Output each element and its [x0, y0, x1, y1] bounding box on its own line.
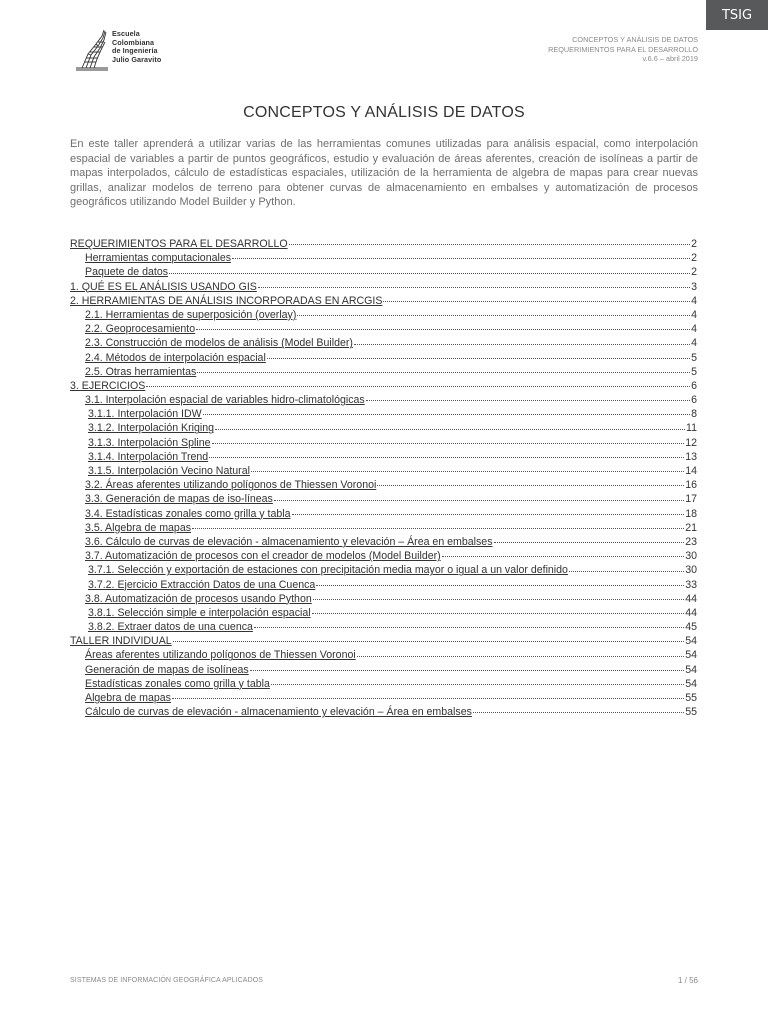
toc-entry-label[interactable]: 2.3. Construcción de modelos de análisis (Model Builder) [85, 337, 353, 350]
toc-entry-label[interactable]: 3.1. Interpolación espacial de variables hidro-climatológicas [85, 394, 365, 407]
toc-entry[interactable] [70, 421, 697, 435]
toc-entry-page[interactable]: 2 [691, 252, 697, 265]
toc-leader-dots [316, 585, 684, 586]
toc-entry-label[interactable]: 3.6. Cálculo de curvas de elevación - almacenamiento y elevación – Área en embalses [85, 535, 493, 548]
toc-entry-page[interactable]: 55 [685, 692, 697, 704]
toc-entry-label[interactable]: Herramientas computacionales [85, 252, 232, 265]
toc-entry-label[interactable]: 3.8. Automatización de procesos usando Python [85, 592, 312, 605]
toc-entry-label[interactable]: 3.1.2. Interpolación Kriging [88, 422, 215, 435]
toc-leader-dots [312, 613, 685, 614]
toc-leader-dots [313, 599, 684, 600]
toc-leader-dots [569, 571, 684, 572]
toc-entry-page[interactable]: 2 [691, 238, 697, 250]
toc-entry[interactable] [70, 351, 697, 365]
footer-course-name: SISTEMAS DE INFORMACIÓN GEOGRÁFICA APLICADOS [70, 977, 264, 984]
toc-leader-dots [494, 542, 685, 543]
toc-entry[interactable] [70, 578, 697, 592]
logo-line-1: Escuela [112, 29, 140, 38]
header-version: v.6.6 – abril 2019 [642, 54, 698, 63]
toc-entry[interactable] [70, 436, 697, 450]
toc-entry-page[interactable]: 54 [685, 649, 697, 662]
toc-entry-page[interactable]: 4 [691, 308, 697, 321]
toc-entry[interactable] [70, 280, 697, 294]
toc-entry-label[interactable]: 3.5. Algebra de mapas [85, 521, 192, 534]
toc-entry[interactable] [70, 492, 697, 506]
toc-entry-label[interactable]: 2.1. Herramientas de superposición (overlay) [85, 308, 297, 321]
toc-entry[interactable] [70, 507, 697, 521]
toc-entry-page[interactable]: 12 [685, 436, 697, 449]
toc-entry-page[interactable]: 14 [685, 465, 697, 477]
toc-leader-dots [357, 656, 684, 657]
toc-entry[interactable] [70, 705, 697, 719]
toc-entry-page[interactable]: 13 [685, 450, 697, 463]
toc-entry-label[interactable]: 1. QUÉ ES EL ANÁLISIS USANDO GIS [70, 280, 257, 293]
toc-entry-page[interactable]: 44 [685, 606, 697, 619]
toc-entry[interactable] [70, 393, 697, 407]
toc-entry[interactable] [70, 592, 697, 606]
toc-leader-dots [354, 344, 690, 345]
toc-leader-dots [442, 556, 685, 557]
toc-entry-page[interactable]: 3 [691, 280, 697, 293]
toc-entry[interactable] [70, 308, 697, 322]
toc-entry[interactable] [70, 294, 697, 308]
table-of-contents [70, 237, 697, 719]
toc-entry-page[interactable]: 55 [685, 706, 697, 719]
toc-entry-label[interactable]: Generación de mapas de isolíneas [85, 663, 249, 676]
toc-leader-dots [212, 443, 685, 444]
toc-entry-page[interactable]: 54 [685, 663, 697, 676]
toc-leader-dots [250, 670, 684, 671]
toc-entry-page[interactable]: 4 [691, 337, 697, 350]
toc-entry-page[interactable]: 18 [685, 507, 697, 520]
toc-leader-dots [146, 386, 690, 387]
footer-page-number: 1 / 56 [677, 976, 698, 985]
toc-entry-page[interactable]: 16 [685, 479, 697, 492]
toc-entry[interactable] [70, 563, 697, 577]
header-section: REQUERIMIENTOS PARA EL DESARROLLO [548, 44, 698, 54]
university-logo [74, 28, 204, 72]
toc-entry[interactable] [70, 251, 697, 265]
document-header [548, 35, 698, 64]
toc-entry-label[interactable]: 3.2. Áreas aferentes utilizando polígonos de Thiessen Voronoi [85, 479, 377, 492]
toc-leader-dots [192, 528, 684, 529]
toc-leader-dots [197, 372, 690, 373]
toc-entry[interactable] [70, 606, 697, 620]
logo-line-2: Colombiana [112, 37, 155, 47]
intro-paragraph: En este taller aprenderá a utilizar varias de las herramientas comunes utilizadas para análisis espacial, como interpolación espacial de variables a partir de puntos geográficos, estudio y evaluación de áreas aferentes, creación de isolíneas a partir de mapas interpolados, cálculo de estadísticas espaciales, utilización de la herramienta de algebra de mapas para crear nuevas grillas, analizar modelos de terreno para obtener curvas de almacenamiento en embalses y automatización de procesos geográficos utilizando Model Builder y Python. [70, 138, 698, 209]
toc-entry-page[interactable]: 45 [685, 621, 697, 634]
toc-entry-label[interactable]: 2.4. Métodos de interpolación espacial [85, 351, 266, 364]
toc-entry-label[interactable]: 3.1.3. Interpolación Spline [88, 436, 211, 449]
toc-leader-dots [203, 414, 690, 415]
toc-entry[interactable] [70, 365, 697, 379]
toc-entry[interactable] [70, 677, 697, 691]
toc-leader-dots [289, 244, 690, 245]
toc-entry[interactable] [70, 464, 697, 478]
toc-leader-dots [274, 500, 684, 501]
tsig-tab[interactable]: TSIG [706, 0, 768, 30]
toc-leader-dots [232, 258, 690, 259]
toc-entry-label[interactable]: 3.7.2. Ejercicio Extracción Datos de una Cuenca [88, 578, 316, 591]
toc-entry[interactable] [70, 620, 697, 634]
toc-leader-dots [209, 457, 684, 458]
logo-line-3: de Ingeniería [112, 46, 158, 56]
toc-entry-page[interactable]: 54 [685, 635, 697, 648]
toc-leader-dots [169, 273, 690, 274]
toc-leader-dots [267, 358, 690, 359]
toc-entry[interactable] [70, 237, 697, 251]
toc-entry-label[interactable]: 3.8.1. Selección simple e interpolación espacial [88, 606, 311, 619]
toc-entry-page[interactable]: 5 [691, 365, 697, 378]
toc-entry-label[interactable]: 3.1.4. Interpolación Trend [88, 450, 209, 463]
toc-entry[interactable] [70, 379, 697, 393]
toc-entry-label[interactable]: REQUERIMIENTOS PARA EL DESARROLLO [70, 238, 288, 250]
toc-entry[interactable] [70, 691, 697, 705]
toc-entry[interactable] [70, 336, 697, 350]
toc-entry[interactable] [70, 407, 697, 421]
toc-entry-label[interactable]: Áreas aferentes utilizando polígonos de Thiessen Voronoi [85, 649, 356, 662]
toc-entry-page[interactable]: 21 [685, 521, 697, 534]
toc-entry[interactable] [70, 663, 697, 677]
toc-entry-label[interactable]: 3.3. Generación de mapas de iso-líneas [85, 493, 273, 506]
toc-leader-dots [258, 287, 690, 288]
header-title: CONCEPTOS Y ANÁLISIS DE DATOS [572, 35, 698, 44]
toc-entry-label[interactable]: 2.5. Otras herramientas [85, 365, 197, 378]
toc-entry-page[interactable]: 30 [685, 564, 697, 577]
toc-entry[interactable] [70, 535, 697, 549]
toc-entry-page[interactable]: 4 [691, 323, 697, 336]
toc-leader-dots [254, 627, 684, 628]
toc-leader-dots [173, 641, 685, 642]
toc-entry-page[interactable]: 5 [691, 351, 697, 364]
toc-entry-label[interactable]: 3.1.5. Interpolación Vecino Natural [88, 465, 250, 477]
toc-entry-label[interactable]: 3.7. Automatización de procesos con el creador de modelos (Model Builder) [85, 550, 441, 563]
toc-entry-label[interactable]: 3.1.1. Interpolación IDW [88, 408, 202, 421]
toc-leader-dots [271, 684, 684, 685]
toc-entry-page[interactable]: 6 [691, 394, 697, 407]
toc-entry-label[interactable]: 3. EJERCICIOS [70, 379, 146, 392]
toc-entry[interactable] [70, 450, 697, 464]
toc-leader-dots [292, 514, 685, 515]
toc-leader-dots [383, 301, 690, 302]
toc-entry-page[interactable]: 4 [691, 294, 697, 307]
toc-leader-dots [473, 712, 684, 713]
toc-entry-label[interactable]: Cálculo de curvas de elevación - almacenamiento y elevación – Área en embalses [85, 706, 472, 719]
toc-entry-label[interactable]: Algebra de mapas [85, 692, 171, 704]
toc-entry-page[interactable]: 44 [685, 592, 697, 605]
page-title: CONCEPTOS Y ANÁLISIS DE DATOS [243, 104, 525, 121]
toc-entry-page[interactable]: 6 [691, 379, 697, 392]
logo-line-4: Julio Garavito [112, 54, 162, 64]
toc-entry-page[interactable]: 17 [685, 493, 697, 506]
toc-entry[interactable] [70, 648, 697, 662]
toc-entry-page[interactable]: 11 [686, 422, 697, 435]
toc-entry-page[interactable]: 2 [691, 266, 697, 279]
toc-entry[interactable] [70, 478, 697, 492]
toc-entry[interactable] [70, 634, 697, 648]
toc-entry[interactable] [70, 322, 697, 336]
toc-entry-label[interactable]: 3.4. Estadísticas zonales como grilla y tabla [85, 507, 291, 520]
toc-leader-dots [366, 400, 690, 401]
toc-entry-page[interactable]: 33 [685, 578, 697, 591]
toc-leader-dots [377, 485, 684, 486]
toc-entry-page[interactable]: 23 [685, 535, 697, 548]
toc-entry[interactable] [70, 265, 697, 279]
toc-entry[interactable] [70, 549, 697, 563]
toc-entry-label[interactable]: 2.2. Geoprocesamiento [85, 323, 196, 336]
toc-entry-label[interactable]: 3.8.2. Extraer datos de una cuenca [88, 621, 253, 634]
toc-entry-page[interactable]: 8 [691, 408, 697, 421]
toc-leader-dots [297, 315, 690, 316]
toc-entry-label[interactable]: Estadísticas zonales como grilla y tabla [85, 677, 270, 690]
toc-entry-page[interactable]: 30 [685, 550, 697, 563]
toc-leader-dots [172, 698, 684, 699]
toc-entry[interactable] [70, 521, 697, 535]
toc-entry-label[interactable]: 3.7.1. Selección y exportación de estaciones con precipitación media mayor o igual a un valor definido [88, 564, 568, 577]
toc-entry-label[interactable]: Paquete de datos [85, 266, 169, 279]
toc-entry-label[interactable]: 2. HERRAMIENTAS DE ANÁLISIS INCORPORADAS EN ARCGIS [70, 294, 383, 307]
university-emblem-icon [74, 28, 114, 72]
toc-leader-dots [215, 429, 685, 430]
toc-leader-dots [196, 329, 690, 330]
toc-entry-label[interactable]: TALLER INDIVIDUAL [70, 635, 172, 648]
toc-entry-page[interactable]: 54 [685, 677, 697, 690]
toc-leader-dots [251, 471, 684, 472]
